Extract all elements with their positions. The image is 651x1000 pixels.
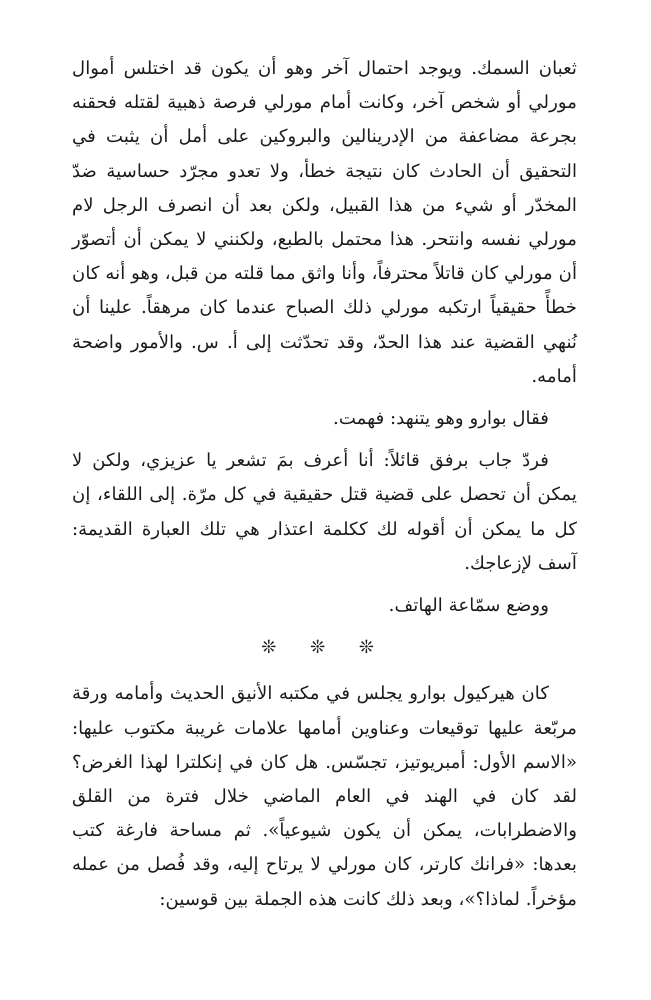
paragraph-5: كان هيركيول بوارو يجلس في مكتبه الأنيق الحديث وأمامه ورقة مربّعة عليها توقيعات وعناوين أمامها علامات غريبة مكتوب عليها: «الاسم الأول: أمبريوتيز، تجسّس. هل كان في إنكلترا لهذا الغرض؟ لقد كان في الهند في العام الماضي خلال فترة من القلق والاضطرابات، يمكن أن يكون شيوعياً». ثم مساحة فارغة كتب بعدها: «فرانك كارتر، كان مورلي لا يرتاح إليه، وقد فُصل من عمله مؤخراً. لماذا؟»، وبعد ذلك كانت هذه الجملة بين قوسين: xyxy=(72,683,577,910)
book-page xyxy=(72,52,577,917)
paragraph-4: ووضع سمّاعة الهاتف. xyxy=(388,595,549,617)
paragraph-3: فردّ جاب برفق قائلاً: أنا أعرف بمَ تشعر يا عزيزي، ولكن لا يمكن أن تحصل على قضية قتل حقيقية في كل مرّة. إلى اللقاء، إن كل ما يمكن أن أقوله لك ككلمة اعتذار هي تلك العبارة القديمة: آسف لإزعاجك. xyxy=(72,450,577,574)
section-separator: ❊ ❊ ❊ xyxy=(261,637,388,659)
paragraph-1: ثعبان السمك. ويوجد احتمال آخر وهو أن يكون قد اختلس أموال مورلي أو شخص آخر، وكانت أمام مورلي فرصة ذهبية لقتله فحقنه بجرعة مضاعفة من الإدرينالين والبروكين على أمل أن يثبت في التحقيق أن الحادث كان نتيجة خطأ، ولا تعدو مجرّد حساسية ضدّ المخدّر أو شيء من هذا القبيل، ولكن بعد أن انصرف الرجل لام مورلي نفسه وانتحر. هذا محتمل بالطبع، ولكنني لا يمكن أن أتصوّر أن مورلي كان قاتلاً محترفاً، وأنا واثق مما قلته من قبل، وهو أنه كان خطأً حقيقياً ارتكبه مورلي ذلك الصباح عندما كان مرهقاً. علينا أن نُنهي القضية عند هذا الحدّ، وقد تحدّثت إلى أ. س. والأمور واضحة أمامه. xyxy=(72,58,577,387)
paragraph-2: فقال بوارو وهو يتنهد: فهمت. xyxy=(333,408,549,430)
